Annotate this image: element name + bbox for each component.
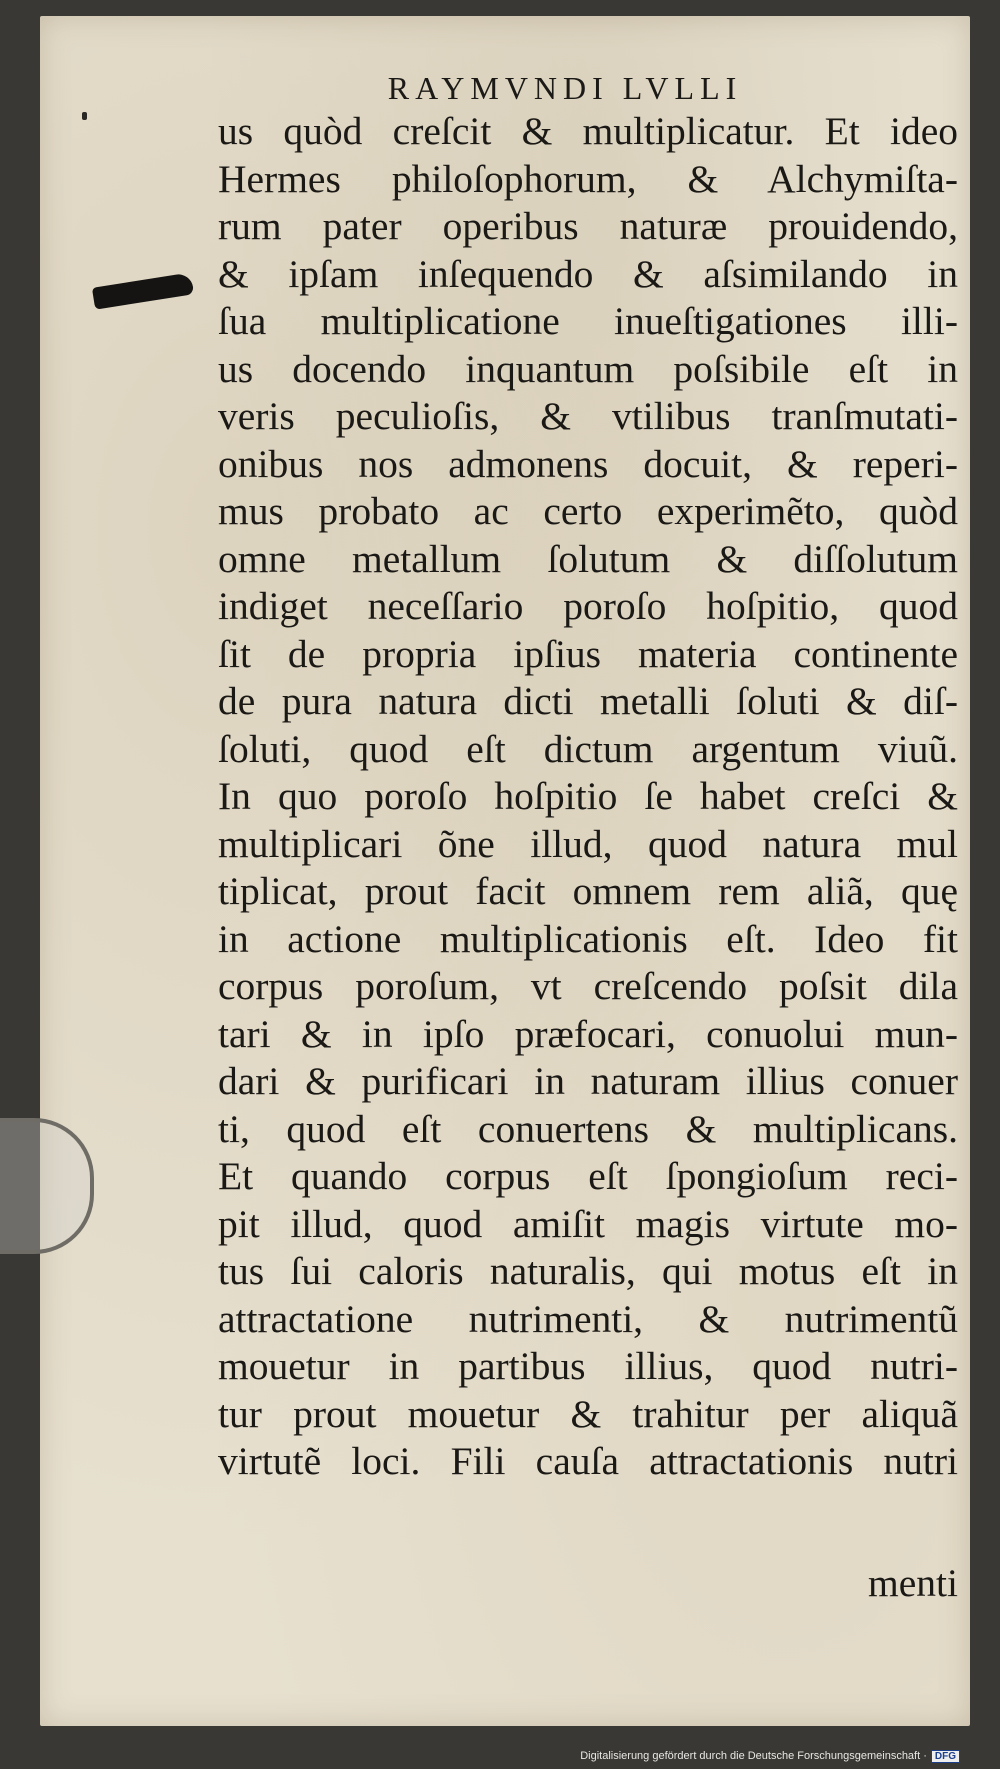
text-line: & ipſam inſequendo & aſsimilando in bbox=[218, 251, 958, 296]
dfg-logo: DFG bbox=[931, 1750, 960, 1763]
text-line: In quo poroſo hoſpitio ſe habet creſci & bbox=[218, 774, 958, 818]
text-line: veris peculioſis, & vtilibus tranſmutati- bbox=[218, 394, 958, 438]
text-line: multiplicari õne illud, quod natura mul bbox=[218, 821, 958, 866]
digitization-credit bbox=[580, 1750, 960, 1763]
text-line: us quòd creſcit & multiplicatur. Et ideo bbox=[218, 109, 958, 153]
credit-text: Digitalisierung gefördert durch die Deutsche Forschungsgemeinschaft · bbox=[580, 1750, 927, 1762]
text-line: tiplicat, prout facit omnem rem aliã, quę bbox=[218, 869, 958, 913]
text-line: mus probato ac certo experimẽto, quòd bbox=[218, 489, 958, 533]
body-text bbox=[218, 108, 958, 1486]
margin-ink-dot bbox=[82, 112, 87, 120]
text-line: ſua multiplicatione inueſtigationes illi- bbox=[218, 299, 958, 343]
text-line: us docendo inquantum poſsibile eſt in bbox=[218, 346, 958, 391]
text-line: rum pater operibus naturæ prouidendo, bbox=[218, 204, 958, 248]
text-line: tus ſui caloris naturalis, qui motus eſt in bbox=[218, 1249, 958, 1293]
text-line: tur prout mouetur & trahitur per aliquã bbox=[218, 1391, 958, 1436]
text-line: mouetur in partibus illius, quod nutri- bbox=[218, 1344, 958, 1388]
text-line: onibus nos admonens docuit, & reperi- bbox=[218, 441, 958, 486]
text-line: corpus poroſum, vt creſcendo poſsit dila bbox=[218, 964, 958, 1008]
running-head: RAYMVNDI LVLLI bbox=[387, 70, 743, 106]
catchword: menti bbox=[868, 1561, 958, 1605]
text-line: tari & in ipſo præfocari, conuolui mun- bbox=[218, 1011, 958, 1056]
text-line: omne metallum ſolutum & diſſolutum bbox=[218, 536, 958, 581]
text-line: in actione multiplicationis eſt. Ideo fit bbox=[218, 916, 958, 961]
text-line: attractatione nutrimenti, & nutrimentũ bbox=[218, 1296, 958, 1341]
text-line: de pura natura dicti metalli ſoluti & diſ- bbox=[218, 679, 958, 723]
text-line: ti, quod eſt conuertens & multiplicans. bbox=[218, 1106, 958, 1151]
text-line: ſit de propria ipſius materia continente bbox=[218, 631, 958, 676]
text-line: indiget neceſſario poroſo hoſpitio, quod bbox=[218, 584, 958, 628]
text-line: Et quando corpus eſt ſpongioſum reci- bbox=[218, 1154, 958, 1198]
text-line: dari & purificari in naturam illius conuer bbox=[218, 1059, 958, 1103]
text-line: virtutẽ loci. Fili cauſa attractationis nutri bbox=[218, 1439, 958, 1483]
text-line: ſoluti, quod eſt dictum argentum viuũ. bbox=[218, 726, 958, 771]
text-line: pit illud, quod amiſit magis virtute mo- bbox=[218, 1201, 958, 1246]
text-line: Hermes philoſophorum, & Alchymiſta- bbox=[218, 156, 958, 201]
